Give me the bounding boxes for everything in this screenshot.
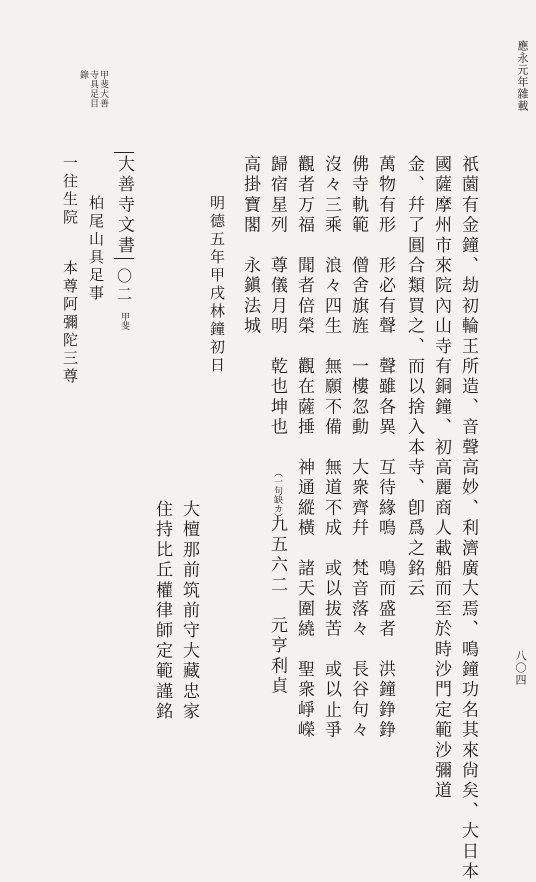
verse-line-5b: 九五六二 元亨利貞 [267, 515, 287, 697]
margin-note-line3: 錄 [78, 70, 88, 80]
item-line-part2: 本尊阿彌陀三尊 [61, 260, 79, 386]
text-line-3: 金、幷了圓合類買之、而以捨入本寺、卽爲之銘云 [404, 155, 424, 600]
verse-line-4: 觀者万福 聞者倍榮 觀在薩捶 神通縱橫 諸天圍繞 聖衆崢嶸 [294, 155, 314, 741]
running-title: 應永元年雜載 [516, 40, 529, 112]
document-province: 甲斐 [119, 312, 129, 331]
verse-line-2: 佛寺軌範 僧舍旗旌 一樓忽動 大衆齊幷 梵音落々 長谷句々 [348, 155, 368, 741]
date-line: 明德五年甲戌林鐘初日 [208, 195, 226, 375]
signature-donor: 大檀那前筑前守大藏忠家 [179, 500, 199, 723]
lacuna-note: （一句缺カ） [272, 468, 282, 522]
document-heading-block [115, 152, 132, 330]
verse-line-5: 歸宿星列 尊儀月明 乾也坤也 [267, 155, 287, 458]
text-line-2: 國薩摩州市來院內山寺有銅鐘、初高麗商人載船而至於時沙門定範沙彌道 [431, 155, 451, 802]
page-number: 八〇四 [514, 650, 527, 686]
verse-line-1: 萬物有形 形必有聲 聲雖各異 互待緣鳴 鳴而盛者 洪鐘錚錚 [375, 155, 395, 741]
margin-note-line2: 寺具足目 [88, 70, 98, 108]
item-line-part1: 一往生院 [61, 155, 79, 227]
subheading: 柏尾山具足事 [87, 195, 105, 303]
signature-priest: 住持比丘權律師定範謹銘 [152, 500, 172, 723]
verse-line-6: 高掛寶閣 永鎭法城 [240, 155, 260, 337]
margin-note-line1: 甲斐大善 [98, 70, 108, 108]
document-number: 〇二 [115, 268, 133, 305]
verse-line-3: 沒々三乘 浪々四生 無願不備 無道不成 或以拔苦 或以止爭 [321, 155, 341, 741]
text-line-1: 祇薗有金鐘、劫初輪王所造、音聲高妙、利濟廣大焉、鳴鐘功名其來尙矣、大日本 [458, 155, 478, 882]
document-heading: 大善寺文書 [114, 152, 134, 259]
